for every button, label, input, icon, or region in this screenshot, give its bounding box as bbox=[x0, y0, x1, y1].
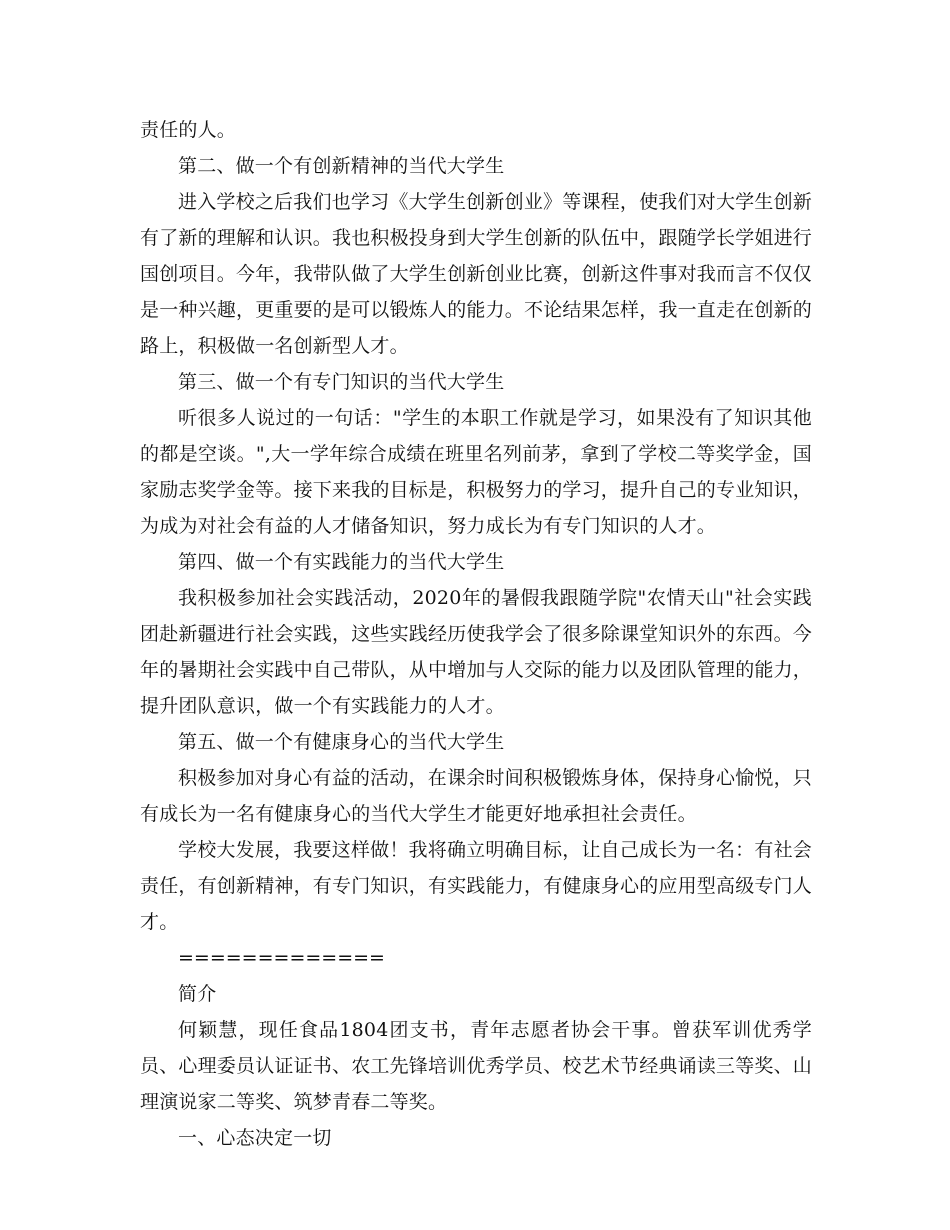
document-body bbox=[140, 112, 812, 1156]
paragraph-health: 积极参加对身心有益的活动，在课余时间积极锻炼身体，保持身心愉悦，只有成长为一名有健康身心的当代大学生才能更好地承担社会责任。 bbox=[140, 767, 812, 825]
section-heading-2: 第二、做一个有创新精神的当代大学生 bbox=[178, 155, 505, 177]
section-heading-3: 第三、做一个有专门知识的当代大学生 bbox=[178, 371, 505, 393]
paragraph-conclusion: 学校大发展，我要这样做！我将确立明确目标，让自己成长为一名：有社会责任，有创新精神，有专门知识，有实践能力，有健康身心的应用型高级专门人才。 bbox=[140, 839, 813, 933]
section-heading-5: 第五、做一个有健康身心的当代大学生 bbox=[178, 731, 505, 753]
intro-heading: 简介 bbox=[178, 983, 217, 1005]
section-heading-4: 第四、做一个有实践能力的当代大学生 bbox=[178, 551, 505, 573]
paragraph-practice: 我积极参加社会实践活动，2020年的暑假我跟随学院"农情天山"社会实践团赴新疆进行社会实践，这些实践经历使我学会了很多除课堂知识外的东西。今年的暑期社会实践中自己带队，从中增加与人交际的能力以及团队管理的能力，提升团队意识，做一个有实践能力的人才。 bbox=[140, 587, 813, 717]
divider-line: ============= bbox=[178, 947, 385, 969]
paragraph-continuation: 责任的人。 bbox=[140, 119, 237, 141]
paragraph-knowledge: 听很多人说过的一句话："学生的本职工作就是学习，如果没有了知识其他的都是空谈。",大一学年综合成绩在班里名列前茅，拿到了学校二等奖学金，国家励志奖学金等。接下来我的目标是，积极努力的学习，提升自己的专业知识，为成为对社会有益的人才储备知识，努力成长为有专门知识的人才。 bbox=[140, 407, 813, 537]
paragraph-intro: 何颖慧，现任食品1804团支书，青年志愿者协会干事。曾获军训优秀学员、心理委员认证证书、农工先锋培训优秀学员、校艺术节经典诵读三等奖、山理演说家二等奖、筑梦青春二等奖。 bbox=[140, 1019, 813, 1113]
section-heading-mindset: 一、心态决定一切 bbox=[178, 1127, 332, 1149]
paragraph-innovation: 进入学校之后我们也学习《大学生创新创业》等课程，使我们对大学生创新有了新的理解和认识。我也积极投身到大学生创新的队伍中，跟随学长学姐进行国创项目。今年，我带队做了大学生创新创业比赛，创新这件事对我而言不仅仅是一种兴趣，更重要的是可以锻炼人的能力。不论结果怎样，我一直走在创新的路上，积极做一名创新型人才。 bbox=[140, 191, 813, 357]
